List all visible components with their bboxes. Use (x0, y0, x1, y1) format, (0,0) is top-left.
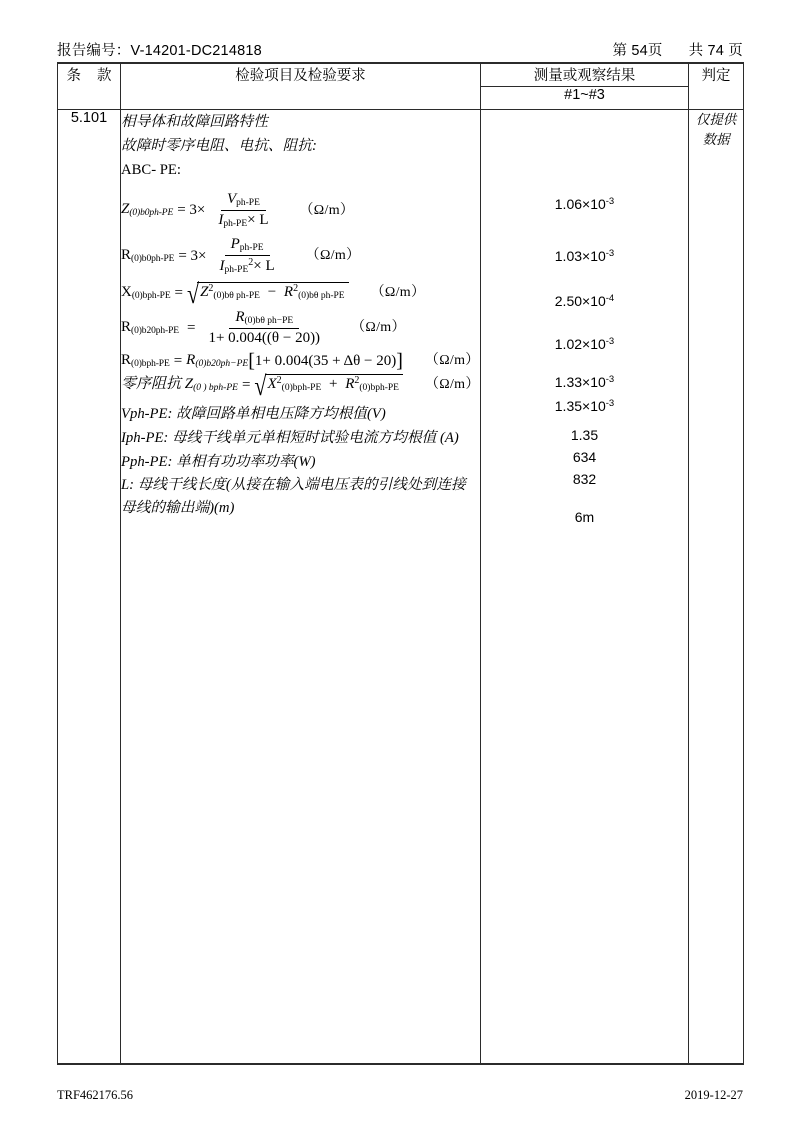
col-header-result: 测量或观察结果 (481, 63, 689, 87)
fraction: $\frac{\text{Pph-PE}}{Iph-PE^2\times L}$ (219, 236, 275, 276)
result-value-9: 832 (572, 471, 597, 488)
table-header (58, 63, 744, 110)
document-code: TRF462176.56 (57, 1088, 134, 1102)
square-root: √ $Z^2(0)b\theta$ $ph-PE - R^2(0)b\theta$ ph-PE (187, 282, 349, 304)
square-root: √ $X^2(0)bph-PE + R^2(0)bph-PE$ (254, 374, 403, 396)
formula-zero-sequence-impedance: 零序阻抗 Z(0 ) bph-PE = √ $X^2(0)bph-PE + R^2(0)bph-PE$ （Ω/m） (121, 370, 480, 402)
item-title: 相导体和故障回路特性 (121, 114, 268, 130)
formula-r0b0: $R_{(0)b0ph-PE}$ = 3× $\frac{\text{Pph-PE}}{Iph-PE^2\times L}$ （Ω/m） (121, 236, 361, 276)
total-pages: 共 74 页 (688, 43, 743, 59)
verdict-line-1: 仅提供 (695, 112, 737, 127)
result-value-8: 634 (572, 449, 597, 466)
col-header-item: 检验项目及检验要求 (121, 63, 481, 110)
item-line-3: ABC- PE: (121, 162, 181, 178)
formula-r0b20: $R_{(0)b20ph-PE}$ = $\frac{\text{R(0)bθ ph−PE}}{1+ 0.004((\theta - 20))}$ （Ω/m） (121, 309, 406, 346)
formula-x0b: $X_{(0)bph-PE}$ = √ $Z^2(0)b\theta$ $ph-PE - R^2(0)b\theta$ ph-PE （Ω/m） (121, 278, 426, 310)
cell-measurement-results (481, 110, 689, 1065)
page-footer (57, 1088, 743, 1103)
page-numbering (612, 39, 743, 60)
table-row (58, 110, 744, 1065)
document-date: 2019-12-27 (684, 1088, 743, 1102)
item-line-2: 故障时零序电阻、电抗、阻抗: (121, 138, 317, 154)
formula-z0b0: $Z_{(0)b0ph-PE}$ = 3× $\frac{\text{Vph-PE}}{\text{Iph-PE× L}}$ （Ω/m） (121, 191, 355, 230)
result-value-1: $1.06\times 10^{-3}$ (554, 196, 615, 213)
result-value-4: $1.02\times 10^{-3}$ (554, 335, 615, 352)
result-value-10: 6m (574, 509, 595, 526)
definition-vph-pe: Vph-PE: 故障回路单相电压降方均根值(V) (121, 406, 386, 423)
cell-clause-number: 5.101 (58, 110, 121, 1065)
result-value-6: $1.35\times 10^{-3}$ (554, 398, 615, 415)
col-header-result-sub: #1~#3 (481, 87, 689, 110)
page-header (57, 38, 743, 60)
definition-iph-pe: Iph-PE: 母线干线单元单相短时试验电流方均根值 (A) (121, 430, 459, 447)
result-value-2: $1.03\times 10^{-3}$ (554, 248, 615, 265)
current-page: 第 54页 (612, 43, 663, 59)
result-value-7: 1.35 (570, 427, 599, 444)
table-body (58, 110, 744, 1065)
cell-verdict (689, 110, 744, 1065)
fraction: $\frac{\text{R(0)bθ ph−PE}}{1+ 0.004((\theta - 20))}$ (208, 309, 321, 346)
fraction: $\frac{\text{Vph-PE}}{\text{Iph-PE× L}}$ (218, 191, 269, 230)
result-value-5: $1.33\times 10^{-3}$ (554, 373, 615, 391)
definition-length: L: 母线干线长度(从接在输入端电压表的引线处到连接母线的输出端)(m) (121, 477, 466, 517)
col-header-clause: 条 款 (58, 63, 121, 110)
report-number: 报告编号：V-14201-DC214818 (57, 43, 262, 59)
radical-sign: √ (187, 278, 200, 310)
header-row-1 (58, 63, 744, 87)
formula-r0b: $R_{(0)bph-PE}$ = R(0)b20ph−PE [ 1+ 0.004(35 + Δθ − 20) ] （Ω/m） (121, 350, 480, 373)
radical-sign: √ (254, 370, 267, 402)
definition-pph-pe: Pph-PE: 单相有功功率功率(W) (121, 454, 316, 471)
cell-inspection-item (121, 110, 481, 1065)
verdict-line-2: 数据 (702, 132, 730, 148)
col-header-verdict: 判定 (689, 63, 744, 110)
result-value-3: $2.50\times 10^{-4}$ (554, 293, 615, 310)
inspection-table (57, 62, 744, 1065)
